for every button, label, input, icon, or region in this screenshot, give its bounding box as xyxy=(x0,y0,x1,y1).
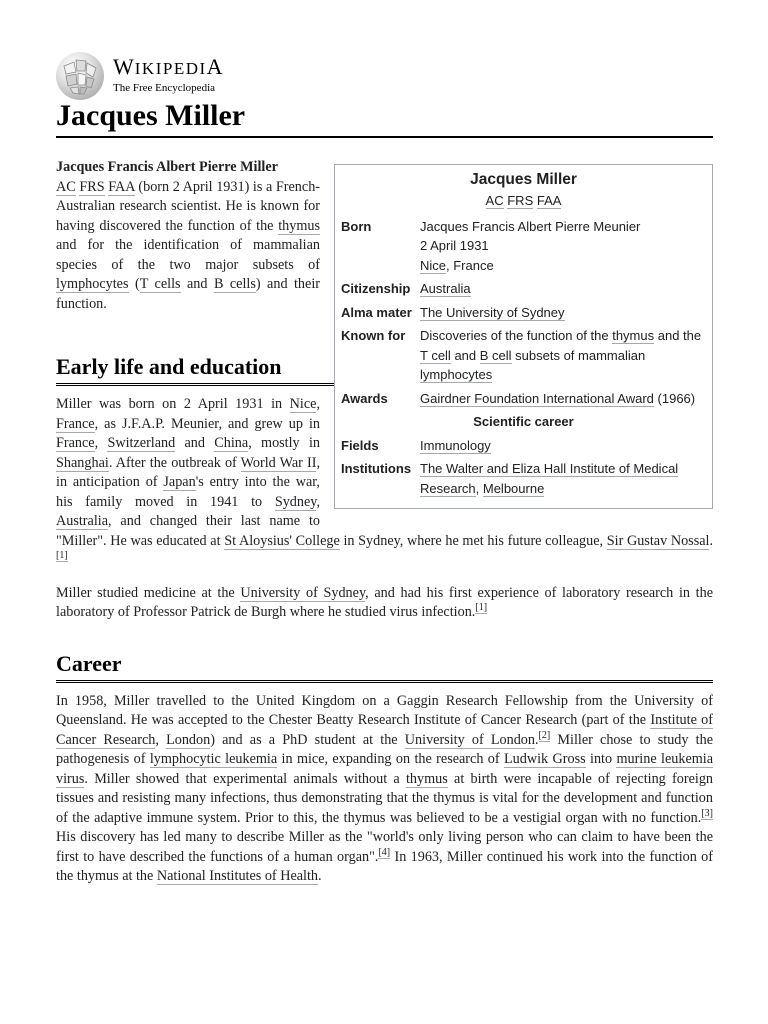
link-b-cells[interactable]: B cells xyxy=(213,276,256,292)
link-shanghai[interactable]: Shanghai xyxy=(56,454,109,471)
link-nice[interactable]: Nice xyxy=(289,396,317,412)
link-t-cell[interactable]: T cell xyxy=(420,347,451,363)
link-thymus[interactable]: thymus xyxy=(278,217,320,234)
link-switzerland[interactable]: Switzerland xyxy=(107,435,176,451)
link-thymus[interactable]: thymus xyxy=(405,770,448,787)
article-body xyxy=(56,158,713,900)
link-ac[interactable]: AC xyxy=(56,178,76,195)
reference-4[interactable]: [4] xyxy=(378,846,391,858)
infobox-label: Born xyxy=(341,218,372,234)
born-date: 2 April 1931 xyxy=(420,238,489,253)
link-university-of-sydney[interactable]: The University of Sydney xyxy=(420,304,565,320)
infobox-label: Citizenship xyxy=(341,281,411,296)
link-lymphocytic-leukemia[interactable]: lymphocytic leukemia xyxy=(149,751,278,767)
link-gustav-nossal[interactable]: Sir Gustav Nossal xyxy=(606,532,710,549)
reference-1[interactable]: [1] xyxy=(475,602,488,613)
early-life-paragraph-1: Miller was born on 2 April 1931 in Nice, France, as J.F.A.P. Meunier, and grew up in France, Switzerland and China, mostly in Shanghai. After the outbreak of World War II, in anticipation of Japan's entry into the war, his family moved in 1941 to Sydney, Australia, and changed their last name to "Miller". He was educated at St Aloysius' College in Sydney, where he met his future colleague, Sir Gustav Nossal.[1] xyxy=(56,396,714,561)
infobox-value xyxy=(420,436,706,456)
link-london[interactable]: London xyxy=(166,731,211,748)
infobox-value xyxy=(420,217,706,276)
infobox-section-header: Scientific career xyxy=(473,414,574,429)
article-page xyxy=(56,0,714,884)
link-lymphocytes[interactable]: lymphocytes xyxy=(56,276,129,292)
reference-2[interactable]: [2] xyxy=(538,729,551,741)
link-france[interactable]: France xyxy=(56,415,95,432)
reference-3[interactable]: [3] xyxy=(701,807,713,819)
link-thymus[interactable]: thymus xyxy=(612,328,655,343)
link-national-institutes-of-health[interactable]: National Institutes of Health xyxy=(156,868,319,884)
link-immunology[interactable]: Immunology xyxy=(420,437,491,453)
link-st-aloysius-college[interactable]: St Aloysius' College xyxy=(224,532,340,549)
infobox-label: Awards xyxy=(341,390,388,406)
infobox-value: The Walter and Eliza Hall Institute of Medical Research, Melbourne xyxy=(420,461,679,496)
infobox-label: Fields xyxy=(341,437,379,453)
infobox-row-alma-mater xyxy=(335,303,712,323)
wordmark-tagline: The Free Encyclopedia xyxy=(113,82,216,94)
infobox-postnominals xyxy=(335,191,712,211)
link-university-of-sydney[interactable]: University of Sydney xyxy=(240,584,366,601)
link-world-war-ii[interactable]: World War II xyxy=(240,454,317,471)
wikipedia-globe-icon[interactable] xyxy=(56,52,104,100)
link-nice[interactable]: Nice xyxy=(420,257,447,273)
page-title: Jacques Miller xyxy=(56,96,713,138)
link-murine-leukemia-virus[interactable]: murine leukemia virus xyxy=(56,751,714,787)
link-wehi[interactable]: The Walter and Eliza Hall Institute of Medical Research xyxy=(420,461,679,496)
link-france[interactable]: France xyxy=(56,435,95,451)
link-australia[interactable]: Australia xyxy=(56,513,109,529)
link-b-cell[interactable]: B cell xyxy=(479,347,512,363)
born-name: Jacques Francis Albert Pierre Meunier xyxy=(420,218,641,234)
intro-paragraph: Jacques Francis Albert Pierre Miller AC FRS FAA (born 2 April 1931) is a French-Australian research scientist. He is known for having discovered the function of the thymus and for the identification of mammalian species of the two major subsets of lymphocytes (T cells and B cells) and their function. xyxy=(56,159,321,312)
infobox-row-known-for xyxy=(335,326,712,385)
infobox-label: Known for xyxy=(341,328,406,343)
infobox xyxy=(334,164,713,509)
infobox-row-fields xyxy=(335,436,712,456)
link-university-of-london[interactable]: University of London xyxy=(404,731,535,748)
link-australia[interactable]: Australia xyxy=(420,281,471,296)
infobox-title: Jacques Miller xyxy=(470,171,577,188)
link-institute-of-cancer-research[interactable]: Institute of Cancer Research xyxy=(56,712,713,748)
infobox-value: Gairdner Foundation International Award (1966) xyxy=(420,390,696,406)
link-frs[interactable]: FRS xyxy=(507,193,534,208)
wordmark-title: WIKIPEDIA xyxy=(113,54,224,79)
link-japan[interactable]: Japan xyxy=(163,474,196,490)
link-t-cells[interactable]: T cells xyxy=(139,276,181,292)
infobox-label: Alma mater xyxy=(341,304,412,320)
career-paragraph: In 1958, Miller travelled to the United Kingdom on a Gaggin Research Fellowship from the University of Queensland. He was accepted to the Chester Beatty Research Institute of Cancer Research (part of the Institute of Cancer Research, London) and as a PhD student at the University of London.[2] Miller chose to study the pathogenesis of lymphocytic leukemia in mice, expanding on the research of Ludwik Gross into murine leukemia virus. Miller showed that experimental animals without a thymus at birth were incapable of rejecting foreign tissues and resisting many infections, thus demonstrating that the thymus is vital for the development and function of the adaptive immune system. Prior to this, the thymus was believed to be a vestigial organ with no function.[3] His discovery has led many to describe Miller as the "world's only living person who can claim to have been the first to have described the functions of a human organ".[4] In 1963, Miller continued his work into the function of the thymus at the National Institutes of Health. xyxy=(56,692,714,884)
infobox-value xyxy=(420,279,706,299)
link-lymphocytes[interactable]: lymphocytes xyxy=(420,367,493,382)
infobox-value xyxy=(420,303,706,323)
site-header xyxy=(56,0,713,98)
born-place: Nice, France xyxy=(420,257,494,273)
link-gairdner-award[interactable]: Gairdner Foundation International Award xyxy=(420,390,654,406)
infobox-row-awards xyxy=(335,389,712,409)
heading-early-life: Early life and education xyxy=(56,352,713,386)
link-frs[interactable]: FRS xyxy=(79,178,105,195)
link-melbourne[interactable]: Melbourne xyxy=(482,480,545,496)
infobox-value: Discoveries of the function of the thymus and the T cell and B cell subsets of mammalian lymphocytes xyxy=(420,328,702,382)
link-china[interactable]: China xyxy=(214,435,249,451)
infobox-row-born xyxy=(335,217,712,276)
heading-career: Career xyxy=(56,649,713,683)
infobox-row-citizenship xyxy=(335,279,712,299)
link-faa[interactable]: FAA xyxy=(536,193,562,208)
link-ludwik-gross[interactable]: Ludwik Gross xyxy=(504,751,586,767)
reference-1[interactable]: [1] xyxy=(56,550,68,561)
link-faa[interactable]: FAA xyxy=(108,178,135,195)
link-ac[interactable]: AC xyxy=(485,193,504,208)
link-sydney[interactable]: Sydney xyxy=(274,493,317,510)
wikipedia-wordmark[interactable] xyxy=(113,55,224,94)
early-life-paragraph-2: Miller studied medicine at the University of Sydney, and had his first experience of laboratory research in the laboratory of Professor Patrick de Burgh where he studied virus infection.[1] xyxy=(56,584,713,620)
infobox-label: Institutions xyxy=(341,461,412,476)
infobox-row-institutions xyxy=(335,459,712,498)
